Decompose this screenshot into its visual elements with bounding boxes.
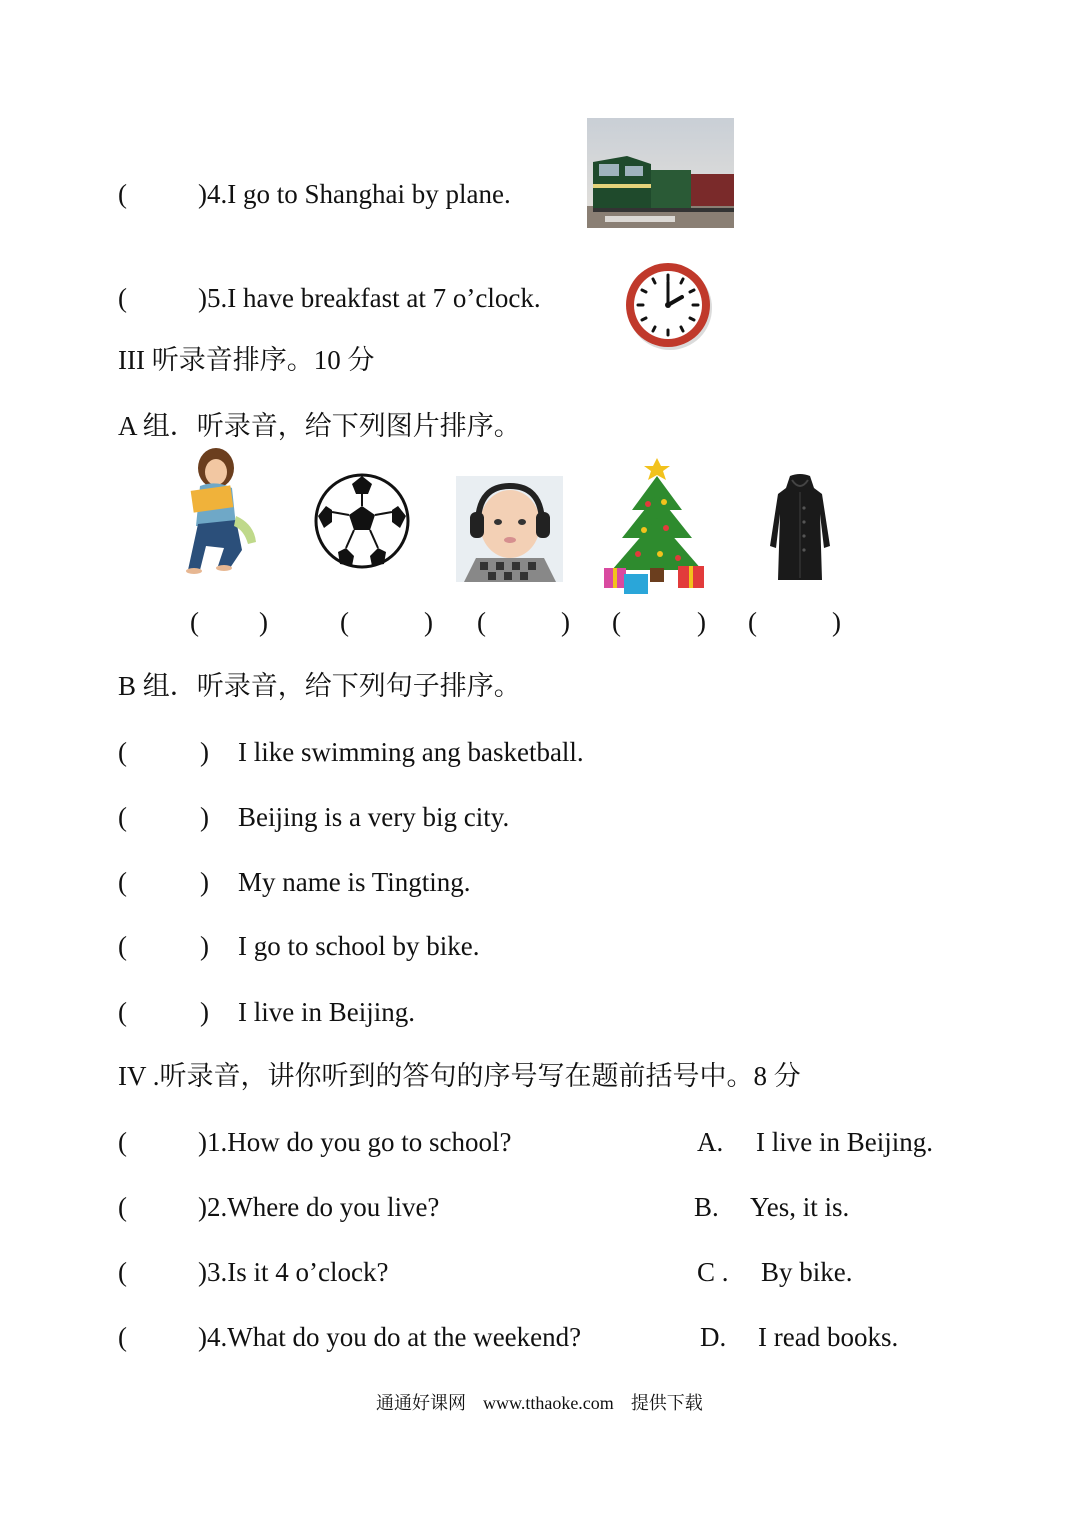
answer-bracket-close: ) (198, 1322, 207, 1352)
answer-bracket-close: ) (697, 607, 706, 637)
clock-icon (622, 262, 714, 350)
sentence-text: I like swimming ang basketball. (238, 737, 584, 767)
answer-bracket-close: ) (198, 179, 207, 209)
question-text: 4.I go to Shanghai by plane. (207, 179, 511, 209)
question-text: 3.Is it 4 o’clock? (207, 1257, 389, 1287)
answer-bracket-open: ( (190, 607, 199, 637)
answer-bracket-open: ( (118, 737, 127, 767)
answer-bracket-close: ) (561, 607, 570, 637)
train-photo (587, 118, 734, 228)
sentence-text: I go to school by bike. (238, 931, 480, 961)
section-heading-iii: III 听录音排序。10 分 (118, 345, 375, 375)
page-footer (376, 1392, 703, 1414)
answer-bracket-open: ( (118, 1127, 127, 1157)
answer-bracket-open: ( (340, 607, 349, 637)
answer-bracket-open: ( (748, 607, 757, 637)
answer-bracket-close: ) (200, 737, 209, 767)
group-b-title: B 组．听录音，给下列句子排序。 (118, 671, 521, 701)
question-text: 5.I have breakfast at 7 o’clock. (207, 283, 541, 313)
question-text: 1.How do you go to school? (207, 1127, 512, 1157)
answer-bracket-open: ( (118, 1257, 127, 1287)
answer-bracket-close: ) (198, 1192, 207, 1222)
answer-bracket-open: ( (118, 1322, 127, 1352)
answer-option-text: I read books. (758, 1322, 899, 1352)
footer-site-name: 通通好课网 (376, 1393, 466, 1413)
footer-url[interactable]: www.tthaoke.com (483, 1393, 614, 1413)
answer-option-text: Yes, it is. (750, 1192, 850, 1222)
answer-bracket-close: ) (259, 607, 268, 637)
answer-bracket-close: ) (198, 283, 207, 313)
answer-bracket-open: ( (612, 607, 621, 637)
girl-reading-picture (178, 446, 264, 576)
soccer-ball-picture (312, 472, 412, 570)
answer-bracket-open: ( (118, 867, 127, 897)
black-coat-picture (768, 474, 832, 584)
answer-bracket-close: ) (200, 931, 209, 961)
answer-letter: B. (694, 1192, 719, 1222)
sentence-text: I live in Beijing. (238, 997, 415, 1027)
answer-bracket-close: ) (198, 1127, 207, 1157)
footer-suffix: 提供下载 (630, 1393, 703, 1413)
answer-bracket-open: ( (477, 607, 486, 637)
answer-bracket-open: ( (118, 931, 127, 961)
answer-option-text: I live in Beijing. (756, 1127, 933, 1157)
answer-bracket-open: ( (118, 283, 127, 313)
answer-bracket-open: ( (118, 802, 127, 832)
section-heading-iv: IV .听录音，讲你听到的答句的序号写在题前括号中。8 分 (118, 1061, 801, 1091)
answer-bracket-close: ) (200, 867, 209, 897)
answer-letter: D. (700, 1322, 727, 1352)
sentence-text: My name is Tingting. (238, 867, 471, 897)
answer-bracket-open: ( (118, 997, 127, 1027)
answer-bracket-close: ) (424, 607, 433, 637)
answer-bracket-open: ( (118, 1192, 127, 1222)
answer-bracket-open: ( (118, 179, 127, 209)
answer-bracket-close: ) (200, 997, 209, 1027)
christmas-tree-picture (604, 458, 710, 594)
group-a-title: A 组．听录音，给下列图片排序。 (118, 411, 521, 441)
baby-headphones-picture (456, 476, 563, 582)
answer-letter: A. (697, 1127, 724, 1157)
answer-letter: C . (697, 1257, 729, 1287)
question-text: 2.Where do you live? (207, 1192, 440, 1222)
answer-option-text: By bike. (761, 1257, 853, 1287)
answer-bracket-close: ) (832, 607, 841, 637)
question-text: 4.What do you do at the weekend? (207, 1322, 582, 1352)
sentence-text: Beijing is a very big city. (238, 802, 510, 832)
answer-bracket-close: ) (200, 802, 209, 832)
answer-bracket-close: ) (198, 1257, 207, 1287)
